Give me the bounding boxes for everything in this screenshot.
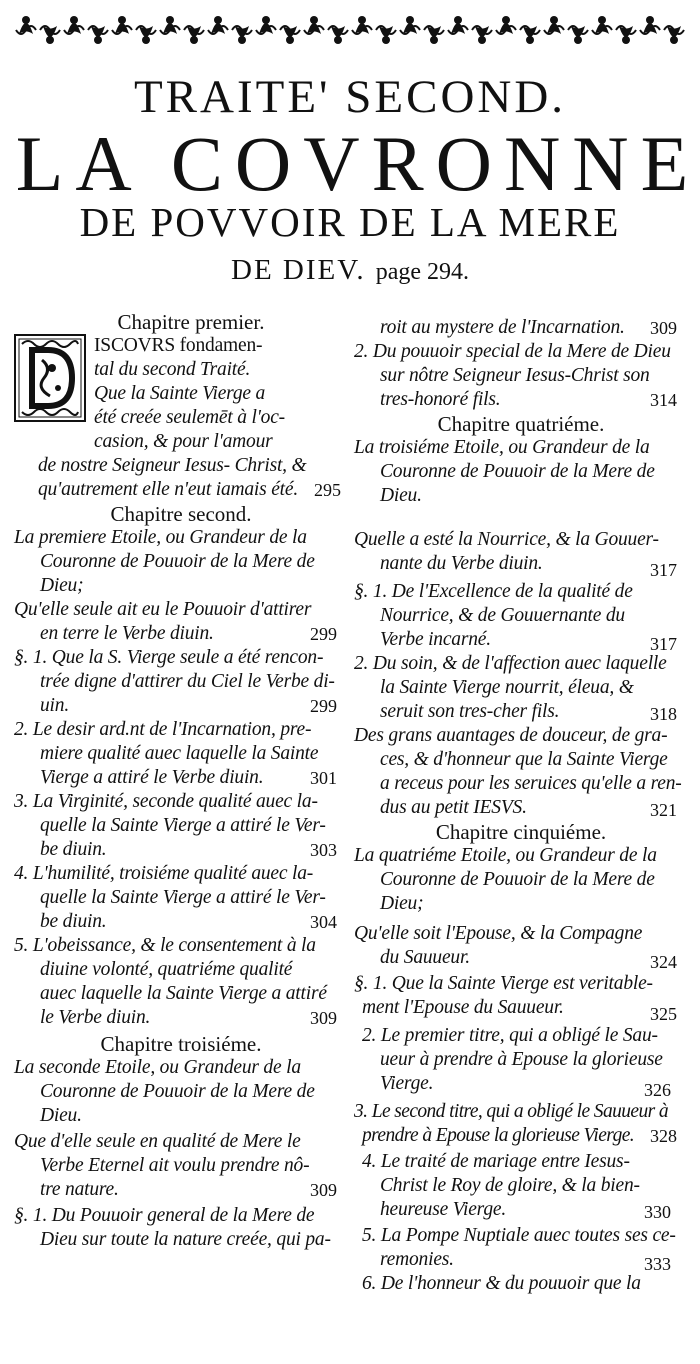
c2-page-2: 299 <box>310 696 337 716</box>
r-top-line-4: tres-honoré fils. <box>380 389 501 410</box>
c5-line-7: ment l'Epouse du Sauueur. <box>362 997 564 1018</box>
c2-line-16: quelle la Sainte Vierge a attiré le Ver- <box>40 887 326 908</box>
chapter-4-heading: Chapitre quatriéme. <box>437 412 605 436</box>
subtitle-de-dieu <box>0 254 700 287</box>
c2-line-6: §. 1. Que la S. Vierge seule a été rencon- <box>14 647 324 668</box>
chapter-5-heading: Chapitre cinquiéme. <box>435 820 607 844</box>
c5-line-9: ueur à prendre à Epouse la glorieuse <box>380 1049 663 1070</box>
c4-line-6: §. 1. De l'Excellence de la qualité de <box>354 581 633 602</box>
c1-line-2: tal du second Traité. <box>94 359 251 380</box>
fleuron-icon <box>592 16 612 34</box>
c2-line-8: uin. <box>40 695 69 716</box>
c4-line-4: Quelle a esté la Nourrice, & la Gouuer- <box>354 529 659 550</box>
c4-line-1: La troisiéme Etoile, ou Grandeur de la <box>354 437 650 458</box>
c2-line-3: Dieu; <box>40 575 84 596</box>
fleuron-icon <box>328 26 348 44</box>
c2-line-9: 2. Le desir ard.nt de l'Incarnation, pre- <box>14 719 312 740</box>
c4-page-2: 317 <box>650 634 677 654</box>
c2-line-13: quelle la Sainte Vierge a attiré le Ver- <box>40 815 326 836</box>
c5-line-17: remonies. <box>380 1249 454 1270</box>
c1-line-4: été creée seulemēt à l'oc- <box>94 407 285 428</box>
c2-line-15: 4. L'humilité, troisiéme qualité auec la- <box>14 863 314 884</box>
c5-line-18: 6. De l'honneur & du pouuoir que la <box>362 1273 641 1294</box>
c3-page-1: 309 <box>310 1180 337 1200</box>
title-la-couronne: LA COVRONNE <box>15 120 700 207</box>
fleuron-icon <box>256 16 276 34</box>
c4-line-8: Verbe incarné. <box>380 629 491 650</box>
c2-line-20: auec laquelle la Sainte Vierge a attiré <box>40 983 327 1004</box>
c3-line-6: tre nature. <box>40 1179 119 1200</box>
c5-page-4: 328 <box>650 1126 677 1146</box>
title-traite-second: TRAITE' SECOND. <box>133 71 567 123</box>
c3-line-7: §. 1. Du Pouuoir general de la Mere de <box>14 1205 315 1226</box>
c2-line-14: be diuin. <box>40 839 107 860</box>
c5-line-11: 3. Le second titre, qui a obligé le Sauueur à <box>354 1101 669 1122</box>
fleuron-icon <box>280 26 300 44</box>
c5-line-16: 5. La Pompe Nuptiale auec toutes ses ce- <box>362 1225 676 1246</box>
c4-line-15: dus au petit IESVS. <box>380 797 527 818</box>
c5-line-15: heureuse Vierge. <box>380 1199 507 1220</box>
c3-line-5: Verbe Eternel ait voulu prendre nô- <box>40 1155 310 1176</box>
page-reference: page 294. <box>375 259 469 285</box>
c5-page-3: 326 <box>644 1080 671 1100</box>
c2-line-4: Qu'elle seule ait eu le Pouuoir d'attirer <box>14 599 312 620</box>
c2-page-1: 299 <box>310 624 337 644</box>
c2-page-5: 304 <box>310 912 337 932</box>
c5-line-3: Dieu; <box>380 893 424 914</box>
r-top-line-3: sur nôtre Seigneur Iesus-Christ son <box>380 365 650 386</box>
fleuron-icon <box>520 26 540 44</box>
dropcap-d-icon <box>14 334 86 422</box>
c5-line-8: 2. Le premier titre, qui a obligé le Sau- <box>362 1025 658 1046</box>
c4-line-10: la Sainte Vierge nourrit, éleua, & <box>380 677 634 698</box>
c4-page-4: 321 <box>650 800 677 820</box>
c2-page-3: 301 <box>310 768 337 788</box>
c2-page-6: 309 <box>310 1008 337 1028</box>
fleuron-icon <box>232 26 252 44</box>
fleuron-icon <box>64 16 84 34</box>
c1-line-1-text: ISCOVRS fondamen- <box>94 335 263 356</box>
c5-line-12: prendre à Epouse la glorieuse Vierge. <box>362 1125 635 1146</box>
c1-line-7: qu'autrement elle n'eut iamais été. <box>38 479 299 500</box>
c2-line-12: 3. La Virginité, seconde qualité auec la- <box>14 791 318 812</box>
fleuron-icon <box>568 26 588 44</box>
c4-line-2: Couronne de Pouuoir de la Mere de <box>380 461 655 482</box>
c2-line-21: le Verbe diuin. <box>40 1007 151 1028</box>
c1-page: 295 <box>314 480 341 500</box>
fleuron-icon <box>496 16 516 34</box>
c5-page-1: 324 <box>650 952 677 972</box>
c2-line-2: Couronne de Pouuoir de la Mere de <box>40 551 315 572</box>
fleuron-icon <box>472 26 492 44</box>
c5-line-2: Couronne de Pouuoir de la Mere de <box>380 869 655 890</box>
c2-line-11: Vierge a attiré le Verbe diuin. <box>40 767 264 788</box>
c2-line-1: La premiere Etoile, ou Grandeur de la <box>14 527 307 548</box>
c5-line-13: 4. Le traité de mariage entre Iesus- <box>362 1151 630 1172</box>
fleuron-icon <box>544 16 564 34</box>
fleuron-icon <box>400 16 420 34</box>
c3-line-2: Couronne de Pouuoir de la Mere de <box>40 1081 315 1102</box>
c5-line-5: du Sauueur. <box>380 947 470 968</box>
c2-line-5: en terre le Verbe diuin. <box>40 623 214 644</box>
ornament-border <box>14 4 686 56</box>
fleuron-icon <box>448 16 468 34</box>
fleuron-icon <box>160 16 180 34</box>
c5-page-5: 330 <box>644 1202 671 1222</box>
c3-line-3: Dieu. <box>40 1105 82 1126</box>
c5-line-14: Christ le Roy de gloire, & la bien- <box>380 1175 640 1196</box>
chapter-1-heading: Chapitre premier. <box>117 310 265 334</box>
chapter-2-heading: Chapitre second. <box>110 502 252 526</box>
c4-line-7: Nourrice, & de Gouuernante du <box>380 605 625 626</box>
c2-line-19: diuine volonté, quatriéme qualité <box>40 959 293 980</box>
c5-line-1: La quatriéme Etoile, ou Grandeur de la <box>354 845 657 866</box>
fleuron-icon <box>184 26 204 44</box>
c1-line-6: de nostre Seigneur Iesus- Christ, & <box>38 455 307 476</box>
fleuron-icon <box>208 16 228 34</box>
c5-page-2: 325 <box>650 1004 677 1024</box>
c5-line-6: §. 1. Que la Sainte Vierge est veritable- <box>354 973 653 994</box>
fleuron-icon <box>16 16 36 34</box>
chapter-3-heading: Chapitre troisiéme. <box>100 1032 262 1056</box>
r-top-page-2: 314 <box>650 390 677 410</box>
fleuron-icon <box>112 16 132 34</box>
fleuron-icon <box>40 26 60 44</box>
c5-line-10: Vierge. <box>380 1073 434 1094</box>
c1-line-5: casion, & pour l'amour <box>94 431 273 452</box>
c4-line-14: a receus pour les seruices qu'elle a ren- <box>380 773 682 794</box>
c3-line-8: Dieu sur toute la nature creée, qui pa- <box>40 1229 331 1250</box>
c1-line-1 <box>94 334 262 358</box>
c4-line-13: ces, & d'honneur que la Sainte Vierge <box>380 749 668 770</box>
c2-line-18: 5. L'obeissance, & le consentement à la <box>14 935 316 956</box>
r-top-line-1: roit au mystere de l'Incarnation. <box>380 317 625 338</box>
fleuron-icon <box>136 26 156 44</box>
c4-line-3: Dieu. <box>380 485 422 506</box>
c3-line-4: Que d'elle seule en qualité de Mere le <box>14 1131 301 1152</box>
c4-line-5: nante du Verbe diuin. <box>380 553 543 574</box>
c2-line-10: miere qualité auec laquelle la Sainte <box>40 743 319 764</box>
c5-page-6: 333 <box>644 1254 671 1274</box>
fleuron-icon <box>352 16 372 34</box>
c3-line-1: La seconde Etoile, ou Grandeur de la <box>14 1057 301 1078</box>
fleuron-icon <box>88 26 108 44</box>
fleuron-icon <box>376 26 396 44</box>
c4-page-1: 317 <box>650 560 677 580</box>
subtitle-de-pouvoir: DE POVVOIR DE LA MERE <box>79 199 621 245</box>
c4-page-3: 318 <box>650 704 677 724</box>
c4-line-9: 2. Du soin, & de l'affection auec laquelle <box>354 653 667 674</box>
r-top-line-2: 2. Du pouuoir special de la Mere de Dieu <box>354 341 671 362</box>
subtitle-de-dieu-text: DE DIEV. <box>231 254 366 286</box>
c4-line-11: seruit son tres-cher fils. <box>380 701 560 722</box>
r-top-page-1: 309 <box>650 318 677 338</box>
c4-line-12: Des grans auantages de douceur, de gra- <box>354 725 668 746</box>
c1-line-3: Que la Sainte Vierge a <box>94 383 266 404</box>
fleuron-icon <box>640 16 660 34</box>
c2-page-4: 303 <box>310 840 337 860</box>
c2-line-17: be diuin. <box>40 911 107 932</box>
fleuron-icon <box>424 26 444 44</box>
c2-line-7: trée digne d'attirer du Ciel le Verbe di- <box>40 671 335 692</box>
c5-line-4: Qu'elle soit l'Epouse, & la Compagne <box>354 923 643 944</box>
fleuron-icon <box>616 26 636 44</box>
fleuron-icon <box>304 16 324 34</box>
fleuron-icon <box>664 26 684 44</box>
